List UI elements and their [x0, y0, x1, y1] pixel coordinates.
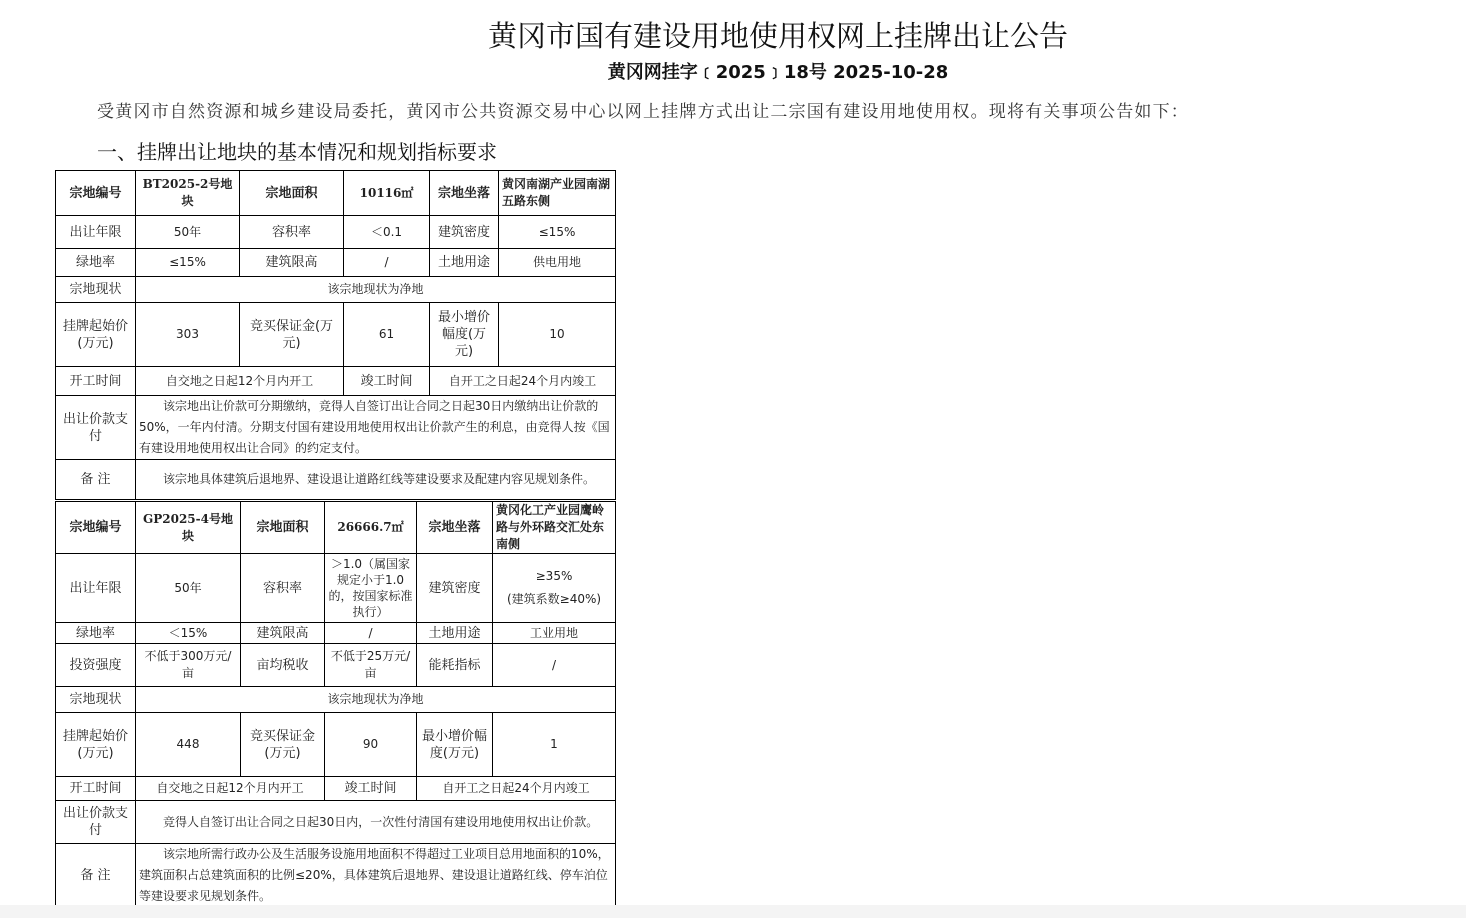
parcel-no-label: 宗地编号 [56, 502, 136, 554]
far-label: 容积率 [240, 216, 344, 249]
table-row [56, 277, 616, 303]
table-row [56, 460, 616, 500]
deposit-value: 90 [325, 713, 417, 777]
increment-value: 10 [499, 303, 616, 367]
green-value: ≤15% [136, 249, 240, 277]
table-row [56, 171, 616, 216]
location-label: 宗地坐落 [417, 502, 493, 554]
start-price-label: 挂牌起始价(万元) [56, 713, 136, 777]
table-row [56, 249, 616, 277]
parcel-no-label: 宗地编号 [56, 171, 136, 216]
area-value: 10116㎡ [344, 171, 430, 216]
invest-label: 投资强度 [56, 644, 136, 687]
section-heading: 一、挂牌出让地块的基本情况和规划指标要求 [97, 140, 497, 164]
start-price-label: 挂牌起始价(万元) [56, 303, 136, 367]
table-row [56, 644, 616, 687]
location-value: 黄冈南湖产业园南湖五路东侧 [499, 171, 616, 216]
parcel-no-value: BT2025-2号地块 [136, 171, 240, 216]
parcel-no-value: GP2025-4号地块 [136, 502, 241, 554]
table-row [56, 396, 616, 460]
intro-paragraph: 受黄冈市自然资源和城乡建设局委托，黄冈市公共资源交易中心以网上挂牌方式出让二宗国有建设用地使用权。现将有关事项公告如下： [97, 102, 1189, 122]
finish-time-label: 竣工时间 [344, 367, 430, 396]
document-number: 黄冈网挂字﹝2025﹞18号 2025-10-28 [607, 62, 949, 83]
height-label: 建筑限高 [241, 623, 325, 644]
status-label: 宗地现状 [56, 687, 136, 713]
table-row [56, 554, 616, 623]
table-row [56, 687, 616, 713]
density-label: 建筑密度 [430, 216, 499, 249]
start-price-value: 303 [136, 303, 240, 367]
term-label: 出让年限 [56, 554, 136, 623]
density-note: (建筑系数≥40%) [506, 592, 602, 606]
term-value: 50年 [136, 554, 241, 623]
energy-value: / [493, 644, 616, 687]
location-value: 黄冈化工产业园鹰岭路与外环路交汇处东南侧 [493, 502, 616, 554]
height-label: 建筑限高 [240, 249, 344, 277]
table-row [56, 303, 616, 367]
invest-value: 不低于300万元/亩 [136, 644, 241, 687]
payment-value: 竞得人自签订出让合同之日起30日内，一次性付清国有建设用地使用权出让价款。 [136, 801, 616, 844]
table-row [56, 777, 616, 801]
remark-label: 备 注 [56, 844, 136, 908]
green-label: 绿地率 [56, 623, 136, 644]
start-time-label: 开工时间 [56, 367, 136, 396]
remark-value: 该宗地具体建筑后退地界、建设退让道路红线等建设要求及配建内容见规划条件。 [136, 460, 616, 500]
status-label: 宗地现状 [56, 277, 136, 303]
term-label: 出让年限 [56, 216, 136, 249]
status-value: 该宗地现状为净地 [136, 687, 616, 713]
finish-time-value: 自开工之日起24个月内竣工 [417, 777, 616, 801]
remark-value: 该宗地所需行政办公及生活服务设施用地面积不得超过工业项目总用地面积的10%，建筑面积占总建筑面积的比例≤20%，具体建筑后退地界、建设退让道路红线、停车泊位等建设要求见规划条件。 [136, 844, 616, 908]
deposit-label: 竞买保证金(万元) [241, 713, 325, 777]
height-value: / [344, 249, 430, 277]
increment-label: 最小增价幅度(万元) [417, 713, 493, 777]
green-label: 绿地率 [56, 249, 136, 277]
use-value: 供电用地 [499, 249, 616, 277]
payment-label: 出让价款支付 [56, 801, 136, 844]
use-label: 土地用途 [417, 623, 493, 644]
density-cell [493, 554, 616, 623]
deposit-label: 竞买保证金(万元) [240, 303, 344, 367]
location-label: 宗地坐落 [430, 171, 499, 216]
increment-label: 最小增价幅度(万元) [430, 303, 499, 367]
term-value: 50年 [136, 216, 240, 249]
parcel-2-table [55, 501, 616, 908]
table-row [56, 623, 616, 644]
remark-label: 备 注 [56, 460, 136, 500]
tax-label: 亩均税收 [241, 644, 325, 687]
finish-time-value: 自开工之日起24个月内竣工 [430, 367, 616, 396]
area-label: 宗地面积 [241, 502, 325, 554]
far-label: 容积率 [241, 554, 325, 623]
table-row [56, 216, 616, 249]
bottom-scroll-area [0, 905, 1466, 918]
use-label: 土地用途 [430, 249, 499, 277]
density-label: 建筑密度 [417, 554, 493, 623]
page-title: 黄冈市国有建设用地使用权网上挂牌出让公告 [487, 19, 1068, 53]
status-value: 该宗地现状为净地 [136, 277, 616, 303]
density-value: ≥35% [535, 569, 573, 583]
increment-value: 1 [493, 713, 616, 777]
table-row [56, 502, 616, 554]
table-row [56, 801, 616, 844]
start-time-value: 自交地之日起12个月内开工 [136, 367, 344, 396]
deposit-value: 61 [344, 303, 430, 367]
parcel-1-table [55, 170, 616, 500]
start-time-value: 自交地之日起12个月内开工 [136, 777, 325, 801]
table-row [56, 844, 616, 908]
finish-time-label: 竣工时间 [325, 777, 417, 801]
area-value: 26666.7㎡ [325, 502, 417, 554]
use-value: 工业用地 [493, 623, 616, 644]
start-time-label: 开工时间 [56, 777, 136, 801]
start-price-value: 448 [136, 713, 241, 777]
far-value: ＞1.0（属国家规定小于1.0的，按国家标准执行） [325, 554, 417, 623]
far-value: ＜0.1 [344, 216, 430, 249]
height-value: / [325, 623, 417, 644]
area-label: 宗地面积 [240, 171, 344, 216]
payment-value: 该宗地出让价款可分期缴纳，竞得人自签订出让合同之日起30日内缴纳出让价款的50%，一年内付清。分期支付国有建设用地使用权出让价款产生的利息，由竞得人按《国有建设用地使用权出让合同》的约定支付。 [136, 396, 616, 460]
payment-label: 出让价款支付 [56, 396, 136, 460]
table-row [56, 367, 616, 396]
energy-label: 能耗指标 [417, 644, 493, 687]
tax-value: 不低于25万元/亩 [325, 644, 417, 687]
table-row [56, 713, 616, 777]
green-value: ＜15% [136, 623, 241, 644]
density-value: ≤15% [499, 216, 616, 249]
